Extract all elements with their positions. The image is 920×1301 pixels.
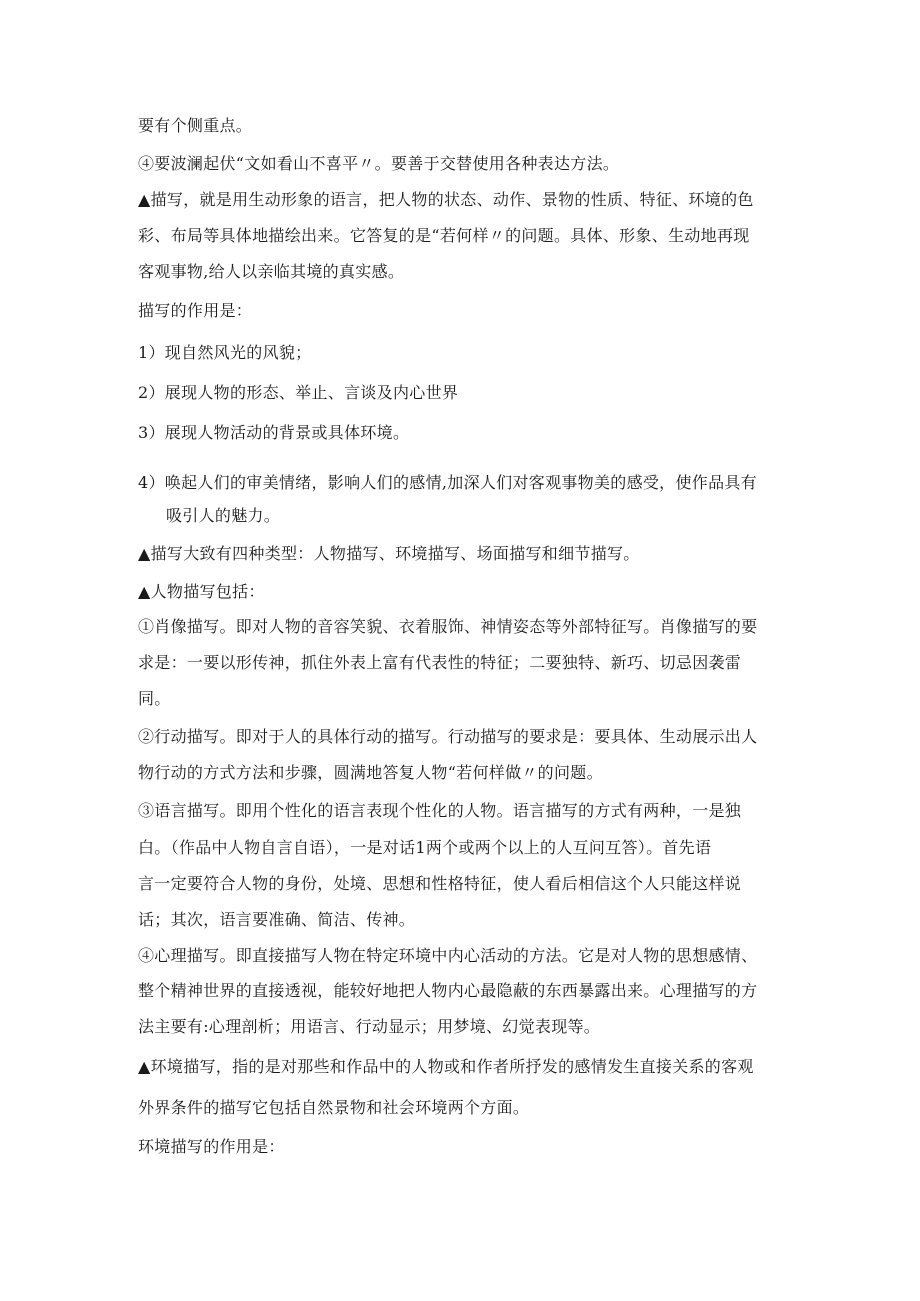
text-line: ▲环境描写，指的是对那些和作品中的人物或和作者所抒发的感情发生直接关系的客观 bbox=[138, 1057, 754, 1076]
list-item: 3）展现人物活动的背景或具体环境。 bbox=[138, 423, 410, 442]
text-line: ④要波澜起伏“文如看山不喜平〃。要善于交替使用各种表达方法。 bbox=[138, 154, 620, 173]
text-line: ▲人物描写包括： bbox=[138, 582, 265, 601]
text-line: ▲描写大致有四种类型：人物描写、环境描写、场面描写和细节描写。 bbox=[138, 544, 640, 563]
text-line: ④心理描写。即直接描写人物在特定环境中内心活动的方法。它是对人物的思想感情、 bbox=[138, 946, 758, 965]
text-line: 整个精神世界的直接透视，能较好地把人物内心最隐蔽的东西暴露出来。心理描写的方 bbox=[138, 981, 758, 1000]
text-line: 白。（作品中人物自言自语），一是对话1两个或两个以上的人互问互答）。首先语 bbox=[138, 838, 712, 857]
list-item-continuation: 吸引人的魅力。 bbox=[166, 506, 281, 525]
text-line: 客观事物,给人以亲临其境的真实感。 bbox=[138, 262, 405, 281]
list-item: 2）展现人物的形态、举止、言谈及内心世界 bbox=[138, 383, 459, 402]
text-line: 要有个侧重点。 bbox=[138, 116, 253, 135]
text-line: ③语言描写。即用个性化的语言表现个性化的人物。语言描写的方式有两种，一是独 bbox=[138, 801, 742, 820]
text-line: ②行动描写。即对于人的具体行动的描写。行动描写的要求是：要具体、生动展示出人 bbox=[138, 727, 758, 746]
text-line: ▲描写，就是用生动形象的语言，把人物的状态、动作、景物的性质、特征、环境的色 bbox=[138, 190, 754, 209]
list-item: 4）唤起人们的审美情绪，影响人们的感情,加深人们对客观事物美的感受，使作品具有 bbox=[138, 473, 757, 492]
text-line: 描写的作用是： bbox=[138, 301, 253, 320]
list-item: 1）现自然风光的风貌； bbox=[138, 343, 312, 362]
text-line: 法主要有:心理剖析；用语言、行动显示；用梦境、幻觉表现等。 bbox=[138, 1017, 601, 1036]
text-line: 外界条件的描写它包括自然景物和社会环境两个方面。 bbox=[138, 1098, 530, 1117]
text-line: 环境描写的作用是： bbox=[138, 1137, 285, 1156]
text-line: 话；其次，语言要准确、简洁、传神。 bbox=[138, 910, 416, 929]
text-line: 彩、布局等具体地描绘出来。它答复的是“若何样〃的问题。具体、形象、生动地再现 bbox=[138, 226, 750, 245]
text-line: 同。 bbox=[138, 689, 171, 708]
text-line: 物行动的方式方法和步骤，圆满地答复人物“若何样做〃的问题。 bbox=[138, 763, 603, 782]
text-line: 言一定要符合人物的身份，处境、思想和性格特征，使人看后相信这个人只能这样说 bbox=[138, 874, 742, 893]
text-line: 求是：一要以形传神，抓住外表上富有代表性的特征；二要独特、新巧、切忌因袭雷 bbox=[138, 653, 742, 672]
text-line: ①肖像描写。即对人物的音容笑貌、衣着服饰、神情姿态等外部特征写。肖像描写的要 bbox=[138, 617, 758, 636]
